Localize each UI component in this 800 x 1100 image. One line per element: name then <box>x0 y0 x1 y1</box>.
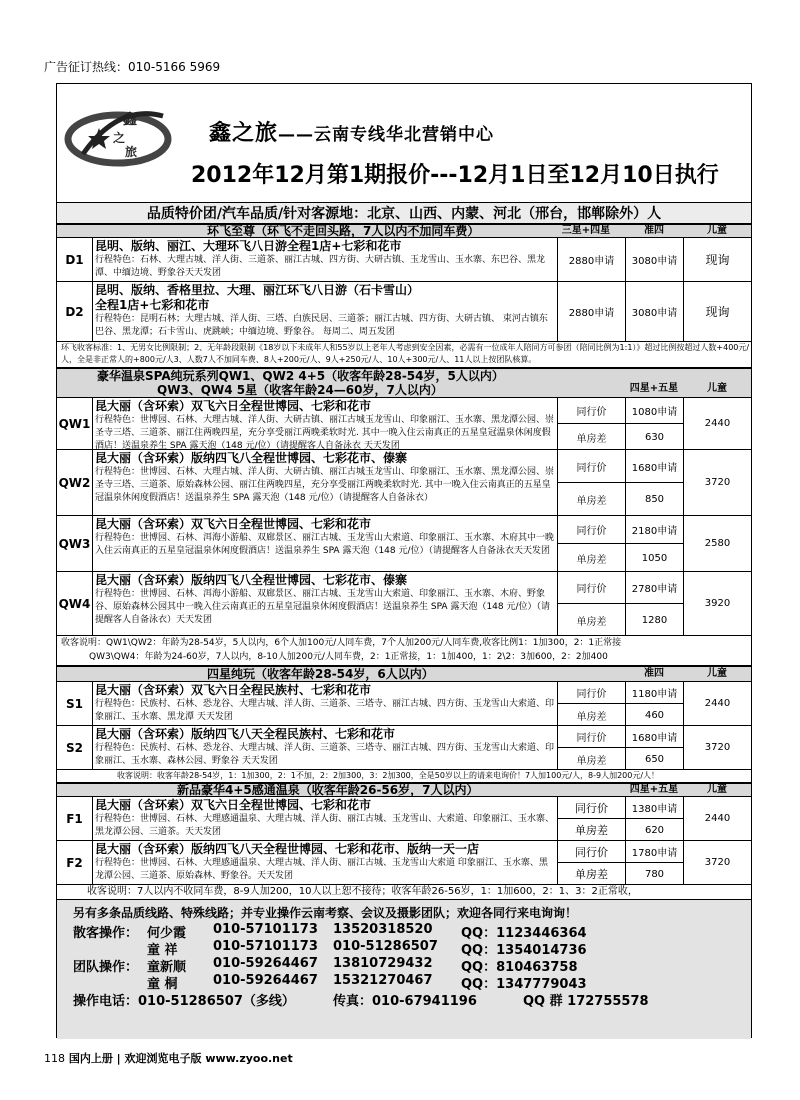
price-same-trade: 1080申请 <box>625 398 683 424</box>
tour-row <box>57 282 751 342</box>
tour-row <box>57 572 751 636</box>
tour-text: 行程特色：世博园、石林、洱海小游船、双廊景区、丽江古城、玉龙雪山大索道、印象丽江、玉水寨、木府、野象谷、原始森林公园其中一晚入住云南真正的五星皇冠温泉休闲度假酒店！送温泉养生 SPA 露天泡（148 元/位）（请提醒客人自备泳衣）天天发团 <box>95 589 551 625</box>
page-number: 118 <box>44 1052 65 1065</box>
tour-row <box>57 841 751 885</box>
tour-row <box>57 682 751 726</box>
label-single-room: 单房差 <box>557 483 625 516</box>
page-footer: 118 国内上册 | 欢迎浏览电子版 www.zyoo.net <box>44 1052 293 1065</box>
tour-row <box>57 516 751 572</box>
contact-tel[interactable]: 010-57101173 <box>213 939 318 954</box>
label-same-trade: 同行价 <box>557 450 625 483</box>
tour-code: F1 <box>57 797 93 840</box>
contact-qq[interactable]: QQ：1354014736 <box>461 943 587 958</box>
contact-name: 童 桐 <box>147 977 178 992</box>
price-child: 2440 <box>683 398 751 449</box>
header-price1: 四星+五星 <box>629 383 679 394</box>
price-child: 2440 <box>683 797 751 840</box>
contact-name: 童新顺 <box>147 960 187 975</box>
price-single-room: 460 <box>625 704 683 726</box>
label-same-trade: 同行价 <box>557 572 625 604</box>
ad-frame <box>56 83 752 1038</box>
price-single-room: 1280 <box>625 604 683 636</box>
tour-title: 昆大丽（含环索）双飞六日全程世博园、七彩和花市 <box>95 798 372 812</box>
note-s: 收客说明：收客年龄28-54岁，1：1加300，2：1不加，2：2加300，3：2加300，全是50岁以上的请来电询价！7人加100元/人，8-9人加200元/人！ <box>57 770 751 783</box>
label-single-room: 单房差 <box>557 704 625 726</box>
contact-row <box>73 956 578 975</box>
label-same-trade: 同行价 <box>557 682 625 704</box>
price-child: 3720 <box>683 726 751 769</box>
svg-text:鑫: 鑫 <box>123 112 137 128</box>
tour-title: 昆大丽（含环索）双飞六日全程世博园、七彩和花市 <box>95 517 372 531</box>
retail-label: 散客操作： <box>73 926 139 941</box>
brand-name: 鑫之旅——云南专线华北营销中心 <box>209 121 495 146</box>
contact-name: 何少霞 <box>147 926 187 941</box>
label-same-trade: 同行价 <box>557 516 625 544</box>
tour-title: 昆大丽（含环索）版纳四飞八天全程民族村、七彩和花市 <box>95 727 396 741</box>
tour-row <box>57 398 751 450</box>
header-child: 儿童 <box>707 784 727 795</box>
header-child: 儿童 <box>707 225 727 236</box>
tour-code: S2 <box>57 726 93 769</box>
tour-code: F2 <box>57 841 93 884</box>
brand-tagline: ——云南专线华北营销中心 <box>278 125 495 145</box>
note-qw-1: 收客说明：QW1\QW2：年龄为28-54岁，5人以内，6个人加100元/人同车费，7个人加200元/人同车费,收客比例1：1加300，2：1正常接 <box>61 638 622 648</box>
contact-mobile[interactable]: 15321270467 <box>333 973 433 988</box>
label-single-room: 单房差 <box>557 863 625 885</box>
brand-logo <box>63 94 173 172</box>
contact-tel[interactable]: 010-57101173 <box>213 922 318 937</box>
price-single-room: 620 <box>625 819 683 841</box>
price-child: 现询 <box>683 282 751 341</box>
tour-code: D2 <box>57 282 93 341</box>
contacts-panel <box>57 899 751 1039</box>
section-header-d: 环飞至尊（环飞不走回头路，7人以内不加同车费） <box>57 224 751 238</box>
tour-text: 行程特色：民族村、石林、恐龙谷、大理古城、洋人街、三道茶、三塔寺、丽江古城、四方街、玉龙雪山大索道、印象丽江、玉水寨、森林公园、野象谷 天天发团 <box>95 743 555 766</box>
fax: 传真：010-67941196 <box>333 994 477 1009</box>
header-price1: 三星+四星 <box>561 225 611 236</box>
tour-code: QW3 <box>57 516 93 571</box>
tour-row <box>57 238 751 282</box>
site-link[interactable]: 欢迎浏览电子版 www.zyoo.net <box>124 1052 293 1065</box>
tour-row <box>57 797 751 841</box>
price-b: 3080申请 <box>625 282 683 341</box>
section-name: 国内上册 <box>68 1052 113 1065</box>
period-title: 2012年12月第1期报价---12月1日至12月10日执行 <box>191 163 719 188</box>
label-same-trade: 同行价 <box>557 797 625 819</box>
price-same-trade: 1680申请 <box>625 450 683 483</box>
tour-subtitle: 全程1店+七彩和花市 <box>95 298 210 312</box>
tour-code: QW1 <box>57 398 93 449</box>
price-single-room: 630 <box>625 424 683 450</box>
label-same-trade: 同行价 <box>557 398 625 424</box>
team-label: 团队操作： <box>73 960 139 975</box>
header-child: 儿童 <box>707 383 727 394</box>
contacts-intro: 另有多条品质线路、特殊线路；并专业操作云南考察、会议及摄影团队；欢迎各同行来电询询！ <box>73 906 578 920</box>
price-child: 2440 <box>683 682 751 725</box>
price-single-room: 780 <box>625 863 683 885</box>
section-title-2: QW3、QW4 5星（收客年龄24—60岁，7人以内） <box>157 383 443 397</box>
price-child: 2580 <box>683 516 751 571</box>
label-same-trade: 同行价 <box>557 726 625 748</box>
tour-row <box>57 726 751 770</box>
price-same-trade: 1680申请 <box>625 726 683 748</box>
label-single-room: 单房差 <box>557 544 625 572</box>
price-child: 3920 <box>683 572 751 635</box>
tour-row <box>57 450 751 516</box>
header-price2: 准四 <box>644 225 664 236</box>
note-f: 收客说明：7人以内不收同车费，8-9人加200，10人以上恕不接待；收客年龄26-56岁，1：1加600，2：1、3：2正常收， <box>87 886 638 897</box>
tour-text: 行程特色：世博园、石林、大理感通温泉、大理古城、洋人街、丽江古城、玉龙雪山大索道 印象丽江、玉水寨、黑龙潭公园、三道茶、原始森林、野象谷。天天发团 <box>95 858 548 881</box>
tour-title: 昆明、版纳、香格里拉、大理、丽江环飞八日游（石卡雪山） <box>95 283 420 297</box>
price-child: 3720 <box>683 841 751 884</box>
contact-mobile[interactable]: 010-51286507 <box>333 939 438 954</box>
contact-tel[interactable]: 010-59264467 <box>213 956 318 971</box>
tour-text: 行程特色：世博园、石林、大理古城、洋人街、大研古镇、丽江古城玉龙雪山、印象丽江、玉水寨、黑龙潭公园、崇圣寺三塔、三道茶、丽江住两晚四星，充分享受丽江两晚柔软时光. 其中一晚入住云南真正的五星皇冠温泉休闲度假酒店！送温泉养生 SPA 露天泡（148 元/位）（请提醒客人自备泳衣 天天发团 <box>95 415 555 451</box>
label-single-room: 单房差 <box>557 748 625 770</box>
contact-tel[interactable]: 010-59264467 <box>213 973 318 988</box>
contact-qq[interactable]: QQ：1347779043 <box>461 977 587 992</box>
price-b: 3080申请 <box>625 238 683 281</box>
price-child: 3720 <box>683 450 751 515</box>
price-same-trade: 1180申请 <box>625 682 683 704</box>
price-a: 2880申请 <box>557 238 625 281</box>
tour-title: 昆大丽（含环索）版纳四飞八天全程世博园、七彩和花市、版纳一天一店 <box>95 842 480 856</box>
tour-title: 昆大丽（含环索）双飞六日全程世博园、七彩和花市 <box>95 399 372 413</box>
price-single-room: 850 <box>625 483 683 516</box>
contact-name: 童 祥 <box>147 943 178 958</box>
tour-code: S1 <box>57 682 93 725</box>
label-single-room: 单房差 <box>557 604 625 636</box>
price-same-trade: 1380申请 <box>625 797 683 819</box>
price-same-trade: 2180申请 <box>625 516 683 544</box>
contact-mobile[interactable]: 13520318520 <box>333 922 433 937</box>
label-single-room: 单房差 <box>557 819 625 841</box>
note-d: 环飞收客标准：1、无男女比例限制；2、无年龄段限制《18岁以下未成年人和55岁以上老年人考虑到安全因素，必需有一位成年人陪同方可参团（陪同比例为1:1）》超过比例按超过人数+400元/人，全是非正常人的+800元/人3、人数7人不加同车费、8人+200元/人、9人+250元/人、10人+300元/人、11人以上按团队核算。 <box>57 342 751 368</box>
header-price1: 四星+五星 <box>629 784 679 795</box>
contact-mobile[interactable]: 13810729432 <box>333 956 433 971</box>
svg-text:之: 之 <box>113 131 126 145</box>
contact-qq[interactable]: QQ：1123446364 <box>461 926 587 941</box>
contact-qq[interactable]: QQ：810463758 <box>461 960 578 975</box>
section-header-s: 四星纯玩（收客年龄28-54岁，6人以内） <box>57 666 751 682</box>
qq-group[interactable]: QQ 群 172755578 <box>523 994 649 1009</box>
header-child: 儿童 <box>707 668 727 679</box>
price-a: 2880申请 <box>557 282 625 341</box>
section-header-f: 新品豪华4+5感通温泉（收客年龄26-56岁，7人以内） <box>57 783 751 797</box>
tour-text: 行程特色：石林、大理古城、洋人街、三道茶、丽江古城、四方街、大研古镇、玉龙雪山、玉水寨、东巴谷、黑龙潭、中缅边境、野象谷天天发团 <box>95 255 546 278</box>
svg-text:旅: 旅 <box>125 145 138 159</box>
tour-text: 行程特色：民族村、石林、恐龙谷、大理古城、洋人街、三道茶、三塔寺、丽江古城、四方街、玉龙雪山大索道、印象丽江、玉水寨、黑龙潭 天天发团 <box>95 699 555 722</box>
ad-hotline: 广告征订热线：010-5166 5969 <box>44 60 221 74</box>
tour-code: QW4 <box>57 572 93 635</box>
tour-title: 昆大丽（含环索）版纳四飞八全程世博园、七彩花市、傣寨 <box>95 573 408 587</box>
tour-title: 昆大丽（含环索）版纳四飞八全程世博园、七彩花市、傣寨 <box>95 451 408 465</box>
price-same-trade: 2780申请 <box>625 572 683 604</box>
tour-text: 行程特色：昆明石林；大理古城、洋人街、三塔、白族民居、三道茶；丽江古城、四方街、大研古镇、 束河古镇东巴谷、黑龙潭；石卡雪山、虎跳峡；中缅边境、野象谷。 每周二、周五发团 <box>95 314 548 337</box>
note-qw-2: QW3\QW4：年龄为24-60岁，7人以内，8-10人加200元/人同车费，2：1正常接，1：1加400，1：2\2：3加600，2：2加400 <box>89 652 608 662</box>
tour-title: 昆明、版纳、丽江、大理环飞八日游全程1店+七彩和花市 <box>95 239 402 253</box>
section-title: 豪华温泉SPA纯玩系列QW1、QW2 4+5（收客年龄28-54岁，5人以内） <box>97 369 504 383</box>
header-price2: 准四 <box>644 668 664 679</box>
tour-title: 昆大丽（含环索）双飞六日全程民族村、七彩和花市 <box>95 683 372 697</box>
ops-row <box>73 990 649 1009</box>
note-qw <box>57 636 751 666</box>
price-single-room: 650 <box>625 748 683 770</box>
contact-row <box>73 922 587 941</box>
tour-text: 行程特色：世博园、石林、大理感通温泉、大理古城、洋人街、丽江古城、玉龙雪山、大索道、印象丽江、玉水寨、黑龙潭公园、三道茶。天天发团 <box>95 814 555 837</box>
label-same-trade: 同行价 <box>557 841 625 863</box>
price-child: 现询 <box>683 238 751 281</box>
tour-code: QW2 <box>57 450 93 515</box>
tour-text: 行程特色：世博园、石林、大理古城、洋人街、大研古镇、丽江古城玉龙雪山、印象丽江、玉水寨、黑龙潭公园、崇圣寺三塔、三道茶、原始森林公园、丽江住两晚四星，充分享受丽江两晚柔软时光. 其中一晚入住云南真正的五星皇冠温泉休闲度假酒店！送温泉养生 SPA 露天泡（148 元/位）（请提醒客人自备泳衣） <box>95 467 555 503</box>
tour-text: 行程特色：世博园、石林、洱海小游船、双廊景区、丽江古城、玉龙雪山大索道、印象丽江、玉水寨、木府其中一晚入住云南真正的五星皇冠温泉休闲度假酒店！送温泉养生 SPA 露天泡（148 元/位）（请提醒客人自备泳衣天天发团 <box>95 533 555 556</box>
tour-code: D1 <box>57 238 93 281</box>
ops-phone[interactable]: 操作电话：010-51286507（多线） <box>73 994 295 1009</box>
label-single-room: 单房差 <box>557 424 625 450</box>
price-single-room: 1050 <box>625 544 683 572</box>
price-same-trade: 1780申请 <box>625 841 683 863</box>
quality-banner: 品质特价团/汽车品质/针对客源地：北京、山西、内蒙、河北（邢台，邯郸除外）人 <box>57 202 751 224</box>
